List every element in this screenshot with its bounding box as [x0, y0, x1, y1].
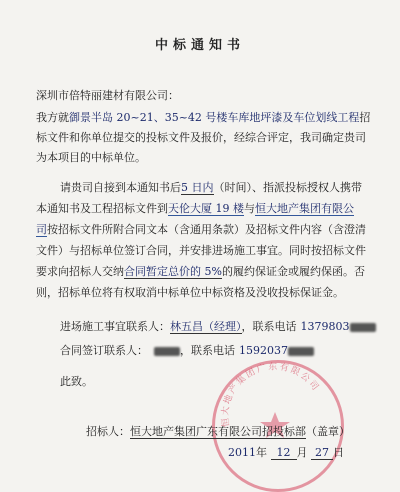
- site-contact-label: 进场施工事宜联系人：: [60, 320, 170, 333]
- date-month: 12: [271, 446, 297, 460]
- signature-label: 招标人：: [86, 425, 130, 438]
- para2-l5-post: 的履约保证金或履约保函。否: [221, 265, 365, 278]
- para2-l2-mid: 与: [244, 202, 255, 215]
- recipient: 深圳市倍特丽建材有限公司：: [36, 89, 179, 102]
- para2-line6: 则，招标单位将有权取消中标单位中标资格及没收投标保证金。: [36, 286, 344, 299]
- contract-contact: [60, 344, 314, 358]
- para1-line3: 为本项目的中标单位。: [36, 151, 146, 164]
- signature-org: 恒大地产集团广东有限公司招投标部: [130, 425, 306, 438]
- seal-note: （盖章）: [306, 425, 350, 438]
- meeting-place: 天伦大厦 19 楼: [168, 202, 244, 215]
- para2-line1: [60, 181, 362, 195]
- contract-phone: 1592037: [239, 344, 288, 357]
- para2-l3-post: 按招标文件所附合同文本（含通用条款）及招标文件内容（含澄清: [47, 223, 366, 236]
- para2-post: （时间）、指派投标授权人携带: [213, 181, 362, 194]
- contract-phone-label: ，联系电话: [180, 344, 235, 357]
- day-suffix: 日: [333, 446, 344, 459]
- para2-pre: 请贵司自接到本通知书后: [60, 181, 181, 194]
- days-limit: 5 日内: [181, 181, 214, 194]
- project-name: 御景半岛 20~21、35~42 号楼车库地坪漆及车位划线工程: [69, 111, 360, 124]
- para2-line5: [36, 265, 365, 279]
- deposit-amount: 合同暂定总价的 5%: [124, 265, 222, 278]
- contract-contact-label: 合同签订联系人：: [60, 344, 148, 357]
- date-line: [228, 446, 344, 460]
- para2-line4: 文件）与招标单位签订合同，并安排进场施工事宜。同时按招标文件: [36, 244, 366, 257]
- site-phone: 1379803: [300, 320, 350, 333]
- site-contact: [60, 320, 376, 334]
- document-title: 中标通知书: [154, 38, 245, 53]
- date-year: 2011: [228, 446, 256, 459]
- site-phone-label: ，联系电话: [241, 320, 297, 333]
- site-contact-name: 林五昌（经理）: [170, 320, 242, 333]
- para1-pre: 我方就: [36, 111, 69, 124]
- redaction-mark: [350, 323, 376, 332]
- month-suffix: 月: [296, 446, 308, 459]
- year-suffix: 年: [256, 446, 267, 459]
- para1-post: 招: [359, 111, 371, 124]
- svg-text:恒大地产集团广东有限公司: [219, 360, 322, 427]
- para2-line2: [36, 202, 354, 216]
- seal-graphic: [212, 360, 338, 486]
- company-name-part2: 司: [36, 223, 47, 236]
- date-day: 27: [311, 446, 333, 460]
- para1-line2: 标文件和你单位提交的投标文件及报价，经综合评定，我司确定贵司: [36, 131, 366, 144]
- redaction-mark: [288, 347, 314, 356]
- para2-line3: [36, 223, 366, 237]
- signature-line: [86, 425, 350, 439]
- para1-line1: [36, 111, 370, 125]
- company-name-part1: 恒大地产集团有限公: [255, 202, 354, 215]
- redaction-mark: [154, 347, 180, 356]
- para2-l5-pre: 要求向招标人交纳: [36, 265, 124, 278]
- closing: 此致。: [60, 375, 93, 388]
- seal-text: 恒大地产集团广东有限公司: [220, 362, 322, 428]
- para2-l2-pre: 本通知书及工程招标文件到: [36, 202, 168, 215]
